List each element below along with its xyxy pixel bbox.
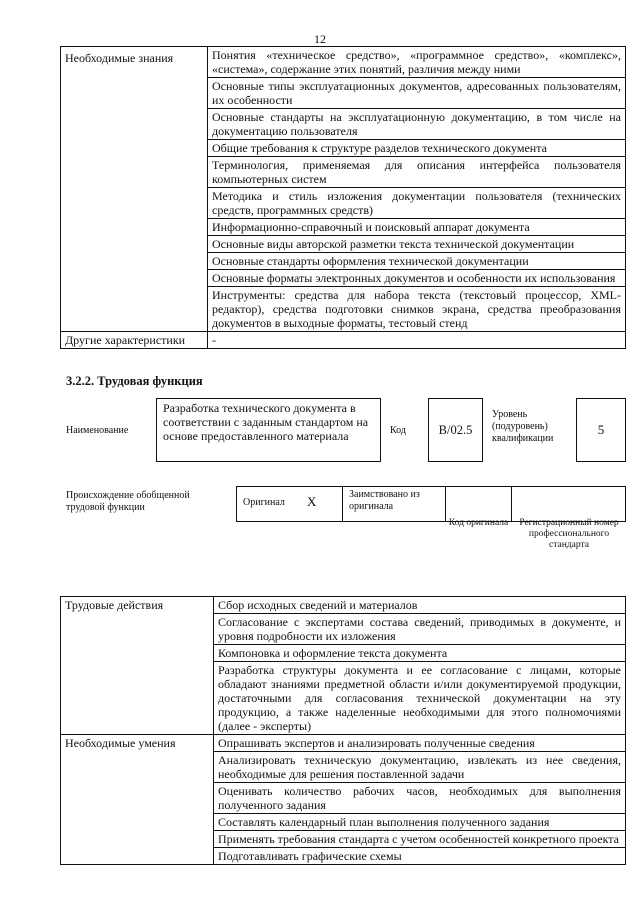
row-header-other: Другие характеристики [61,332,208,349]
skill-item: Оценивать количество рабочих часов, необходимых для выполнения полученного задания [214,783,626,814]
original-mark: X [307,494,317,509]
knowledge-item: Инструменты: средства для набора текста (текстовый процессор, XML-редактор), средства подготовки снимков экрана, средства преобразования документов в выходные форматы, тестовый стенд [208,287,626,332]
name-label: Наименование [66,425,129,436]
knowledge-item: Понятия «техническое средство», «программное средство», «комплекс», «система», содержание этих понятий, различия между ними [208,47,626,78]
page-number: 12 [314,32,326,46]
origin-label: Происхождение обобщенной трудовой функции [66,490,190,513]
reg-number-cell [511,486,626,522]
skill-item: Опрашивать экспертов и анализировать полученные сведения [214,735,626,752]
knowledge-item: Основные виды авторской разметки текста технической документации [208,236,626,253]
row-header-actions: Трудовые действия [61,597,214,735]
knowledge-item: Методика и стиль изложения документации пользователя (технических средств, программных средств) [208,188,626,219]
code-original-caption: Код оригинала [448,518,509,528]
function-name-box: Разработка технического документа в соответствии с заданным стандартом на основе предоставленного материала [156,398,381,462]
row-header-skills: Необходимые умения [61,735,214,865]
borrowed-cell: Заимствовано из оригинала [342,486,446,522]
reg-number-caption: Регистрационный номер профессионального стандарта [519,518,619,550]
skill-item: Подготавливать графические схемы [214,848,626,865]
knowledge-item: Основные форматы электронных документов и особенности их использования [208,270,626,287]
code-original-cell [445,486,512,522]
action-item: Разработка структуры документа и ее согласование с лицами, которые обладают знаниями предметной области и/или документируемой продукции, достаточными для согласования технической документации на эту продукцию, а также наделенные необходимыми для этого полномочиями (далее - эксперты) [214,662,626,735]
skill-item: Анализировать техническую документацию, извлекать из нее сведения, необходимые для решения поставленной задачи [214,752,626,783]
original-label: Оригинал [243,497,285,508]
level-label: Уровень (подуровень) квалификации [492,409,554,444]
code-label: Код [390,425,406,436]
action-item: Согласование с экспертами состава сведений, приводимых в документе, и уровня подробности их изложения [214,614,626,645]
knowledge-item: Основные стандарты оформления технической документации [208,253,626,270]
knowledge-item: Основные типы эксплуатационных документов, адресованных пользователям, их особенности [208,78,626,109]
actions-table [60,596,626,865]
original-cell [236,486,343,522]
action-item: Сбор исходных сведений и материалов [214,597,626,614]
skill-item: Составлять календарный план выполнения полученного задания [214,814,626,831]
code-value-box: В/02.5 [428,398,483,462]
other-characteristics-value: - [208,332,626,349]
section-heading: 3.2.2. Трудовая функция [66,374,203,388]
skill-item: Применять требования стандарта с учетом особенностей конкретного проекта [214,831,626,848]
knowledge-item: Информационно-справочный и поисковый аппарат документа [208,219,626,236]
level-value-box: 5 [576,398,626,462]
knowledge-item: Основные стандарты на эксплуатационную документацию, в том числе на документацию пользователя [208,109,626,140]
action-item: Компоновка и оформление текста документа [214,645,626,662]
knowledge-table [60,46,626,349]
knowledge-item: Общие требования к структуре разделов технического документа [208,140,626,157]
row-header-knowledge: Необходимые знания [61,47,208,332]
knowledge-item: Терминология, применяемая для описания интерфейса пользователя компьютерных систем [208,157,626,188]
